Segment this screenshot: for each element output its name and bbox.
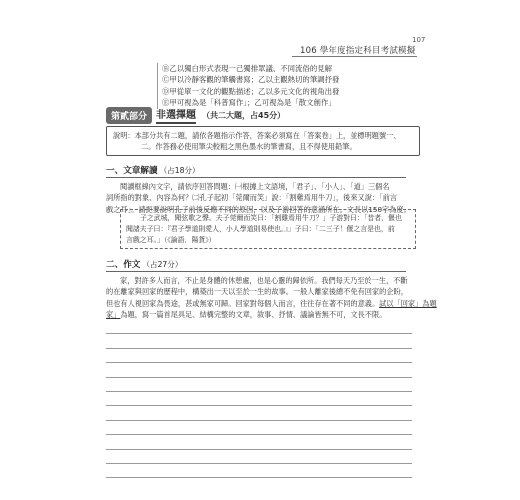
writing-line	[106, 464, 412, 478]
running-header: 106 學年度指定科目考試模擬	[300, 46, 416, 56]
prompt-tail: 為題，寫一篇首尾具足、結構完整的文章，敘事、抒情、議論皆無不可，文長不限。	[120, 310, 387, 320]
section1-line-2: 詞所指的對象、內容為何？㈡孔子起初「莞爾而笑」說：「割雞焉用牛刀」，後來又說：「前言	[106, 193, 398, 203]
section2-heading	[106, 258, 182, 270]
writing-line	[106, 349, 412, 363]
section2-score: （占27分）	[142, 260, 183, 269]
part-title: 非選擇題	[156, 106, 196, 124]
option-d: Ⓓ甲從單一文化的觀點描述；乙以多元文化的視角出發	[162, 86, 340, 96]
section1-line-3: 戲之耳」。請扼要說明孔子前後反應不同的原因，以及子游回答的意涵所在。文長以150字為度。	[106, 204, 411, 214]
section2-rule	[106, 271, 406, 272]
quote-box	[120, 209, 416, 249]
instructions-box	[106, 126, 420, 156]
section1-rule	[106, 177, 406, 178]
quote-line-3: 言戲之耳。」（《論語．陽貨》）	[126, 235, 216, 244]
prompt-underlined-cont: 家」	[106, 310, 121, 320]
instructions-line-1: 說明：本部分共有二題，請依各題指示作答，答案必須寫在「答案卷」上，並標明題號一、	[113, 131, 401, 140]
writing-line	[106, 392, 412, 406]
part-score: （共二大題，占45分）	[202, 110, 286, 120]
option-e: Ⓔ甲可視為是「科普寫作」；乙可視為是「散文創作」	[162, 98, 336, 108]
section1-score: （占18分）	[159, 166, 200, 175]
section2-body	[106, 275, 437, 321]
option-list	[157, 63, 339, 109]
section2-line-1: 家，對許多人而言，不止是身體的休憩處，也是心靈的歸依所。我們每天乃至於一生，不斷	[120, 276, 408, 285]
answer-lines	[106, 320, 412, 478]
section2-line-3: 但也有人視回家為畏途，甚或無家可歸。回家對每個人而言，往往存在著不同的意義。試以「回家」為題	[106, 298, 437, 308]
writing-line	[106, 421, 412, 435]
section2-title: 二、作文	[106, 260, 141, 270]
writing-line	[106, 406, 412, 420]
section1-heading	[106, 164, 200, 176]
section2-line-4	[106, 309, 416, 320]
option-b: Ⓑ乙以獨白形式表現一己獨排眾議、不同流俗的見解	[162, 64, 332, 73]
option-c: Ⓒ甲以冷靜客觀的筆觸書寫；乙以主觀熱切的筆調抒發	[162, 75, 340, 85]
writing-line	[106, 320, 412, 334]
writing-line	[106, 363, 412, 377]
part-heading	[106, 106, 285, 124]
quote-line-1: 子之武城，聞弦歌之聲。夫子莞爾而笑曰：「割雞焉用牛刀？」子游對曰：「昔者，偃也	[140, 214, 402, 222]
writing-line	[106, 378, 412, 392]
part-badge: 第貳部分	[106, 107, 152, 124]
page-number: 107	[412, 36, 426, 44]
header-rule	[292, 56, 417, 57]
section1-title: 一、文章解讀	[106, 166, 158, 176]
writing-line	[106, 334, 412, 348]
section1-line-1: 閱讀框線內文字，請依序回答問題：㈠根據上文語境，「君子」、「小人」、「道」三個名	[120, 182, 390, 191]
writing-line	[106, 450, 412, 464]
writing-line	[106, 435, 412, 449]
instructions-line-2: 二。作答務必使用筆尖較粗之黑色墨水的筆書寫，且不得使用鉛筆。	[141, 142, 357, 151]
section2-line-2: 的在離家與回家的歷程中，構築出一天以至於一生的故事。一般人離家後總不免有回家的企盼，	[106, 287, 408, 297]
quote-line-2: 聞諸夫子曰：『君子學道則愛人，小人學道則易使也。』」子曰：「二三子！偃之言是也，前	[126, 224, 395, 233]
prompt-underlined: 試以「回家」為題	[379, 298, 437, 308]
